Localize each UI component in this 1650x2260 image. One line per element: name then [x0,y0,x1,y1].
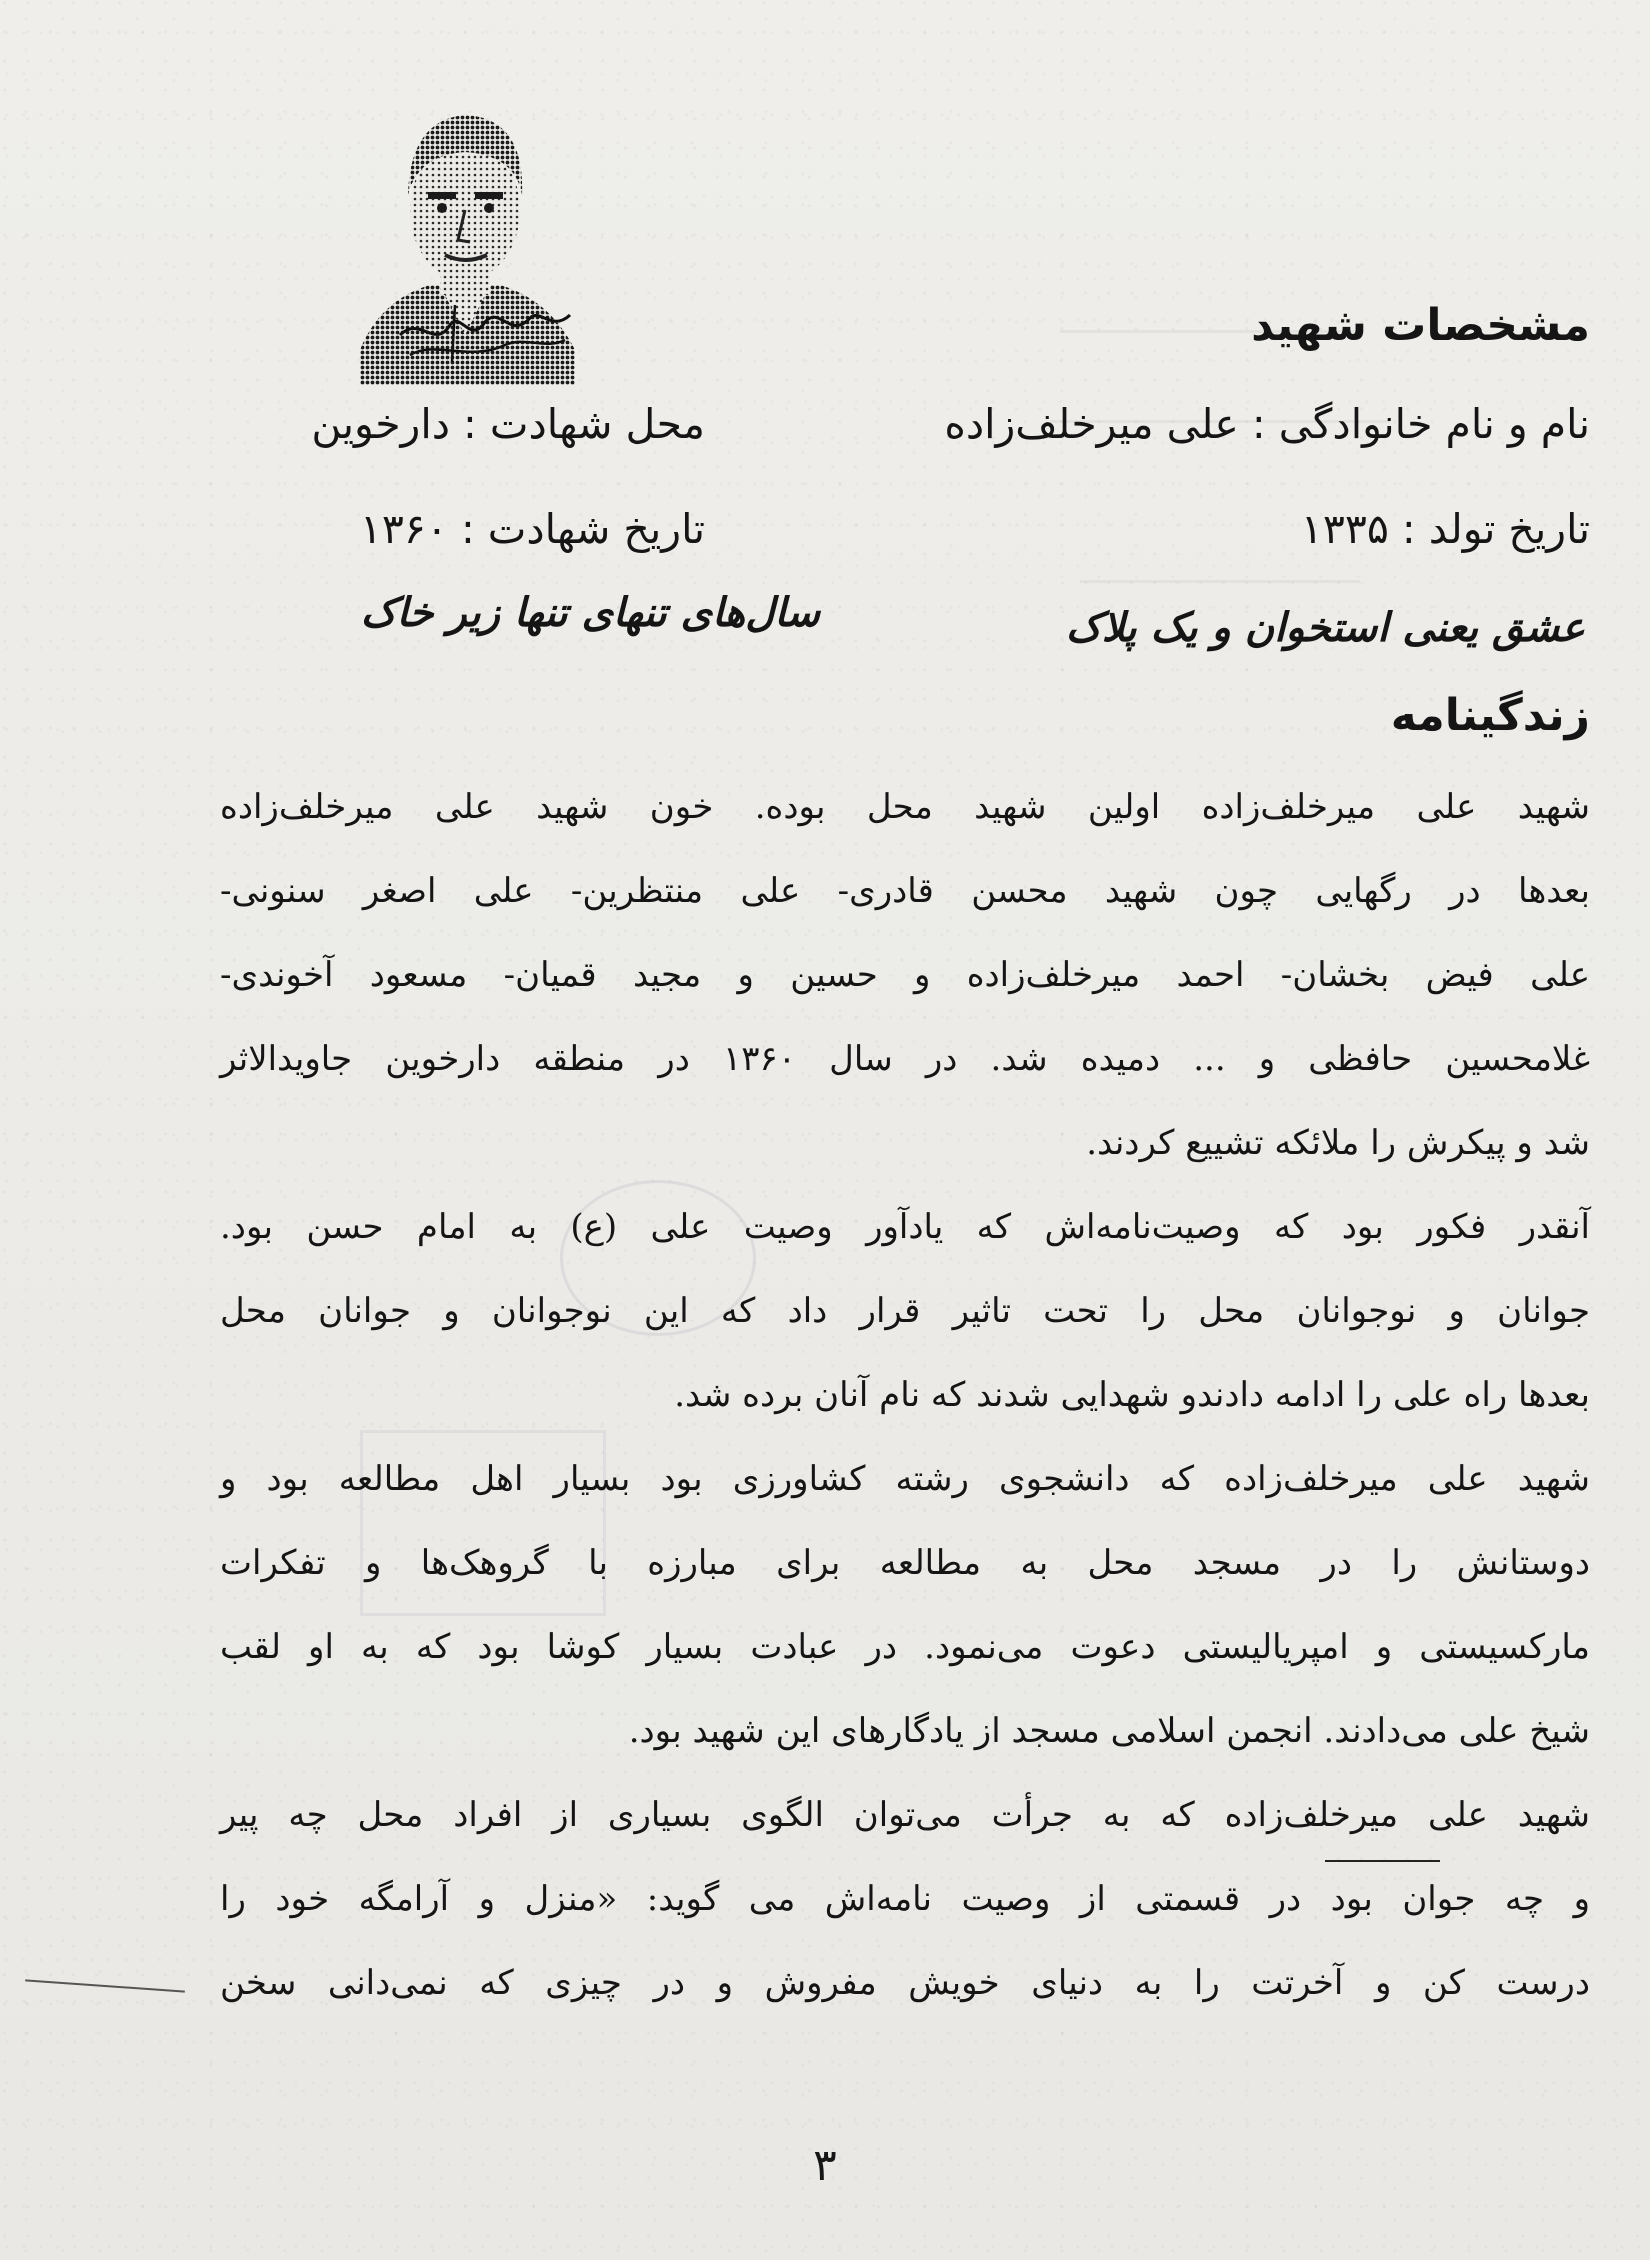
biography-line: شهید علی میرخلف‌زاده که به جرأت می‌توان الگوی بسیاری از افراد محل چه پیر [220,1795,1590,1835]
biography-line: آنقدر فکور بود که وصیت‌نامه‌اش که یادآور وصیت علی (ع) به امام حسن بود. [220,1207,1590,1247]
biography-line: بعدها در رگهایی چون شهید محسن قادری- علی منتظرین- علی اصغر سنونی- [220,871,1590,911]
biography-line: غلامحسین حافظی و ... دمیده شد. در سال ۱۳۶۰ در منطقه دارخوین جاویدالاثر [220,1039,1591,1079]
martyrdom-date-field: تاریخ شهادت : ۱۳۶۰ [359,505,705,553]
name-field: نام و نام خانوادگی : علی میرخلف‌زاده [944,400,1590,448]
page-number: ۳ [813,2140,837,2191]
martyrdom-place-field: محل شهادت : دارخوین [311,400,705,448]
biography-line: شهید علی میرخلف‌زاده اولین شهید محل بوده. خون شهید علی میرخلف‌زاده [220,787,1590,827]
biography-line: و چه جوان بود در قسمتی از وصیت نامه‌اش می گوید: «منزل و آرامگه خود را [220,1879,1590,1919]
biography-line: شیخ علی می‌دادند. انجمن اسلامی مسجد از یادگارهای این شهید بود. [628,1711,1590,1751]
slogan-left: سال‌های تنهای تنها زیر خاک [360,590,820,636]
margin-mark [25,1979,185,1992]
biography-line: علی فیض بخشان- احمد میرخلف‌زاده و حسین و مجید قمیان- مسعود آخوندی- [220,955,1590,995]
biography-line: بعدها راه علی را ادامه دادندو شهدایی شدند که نام آنان برده شد. [674,1375,1590,1415]
biography-heading: زندگینامه [1390,690,1590,741]
page-title: مشخصات شهید [1251,300,1590,351]
biography-line: درست کن و آخرتت را به دنیای خویش مفروش و در چیزی که نمی‌دانی سخن [220,1963,1590,2003]
biography-line: شد و پیکرش را ملائکه تشییع کردند. [1086,1123,1590,1163]
biography-line: مارکسیستی و امپریالیستی دعوت می‌نمود. در عبادت بسیار کوشا بود که به او لقب [220,1627,1590,1667]
slogan-right: عشق یعنی استخوان و یک پلاک [1065,605,1585,651]
bleed-through-line [1080,580,1360,583]
biography-line: شهید علی میرخلف‌زاده که دانشجوی رشته کشاورزی بود بسیار اهل مطالعه بود و [220,1459,1590,1499]
biography-line: دوستانش را در مسجد محل به مطالعه برای مبارزه با گروهک‌ها و تفکرات [220,1543,1590,1583]
handwritten-underline [1325,1860,1440,1862]
birth-date-field: تاریخ تولد : ۱۳۳۵ [1300,505,1590,553]
portrait-photo [340,100,590,385]
biography-line: جوانان و نوجوانان محل را تحت تاثیر قرار داد که این نوجوانان و جوانان محل [220,1291,1590,1331]
biography-body [220,765,1590,2025]
